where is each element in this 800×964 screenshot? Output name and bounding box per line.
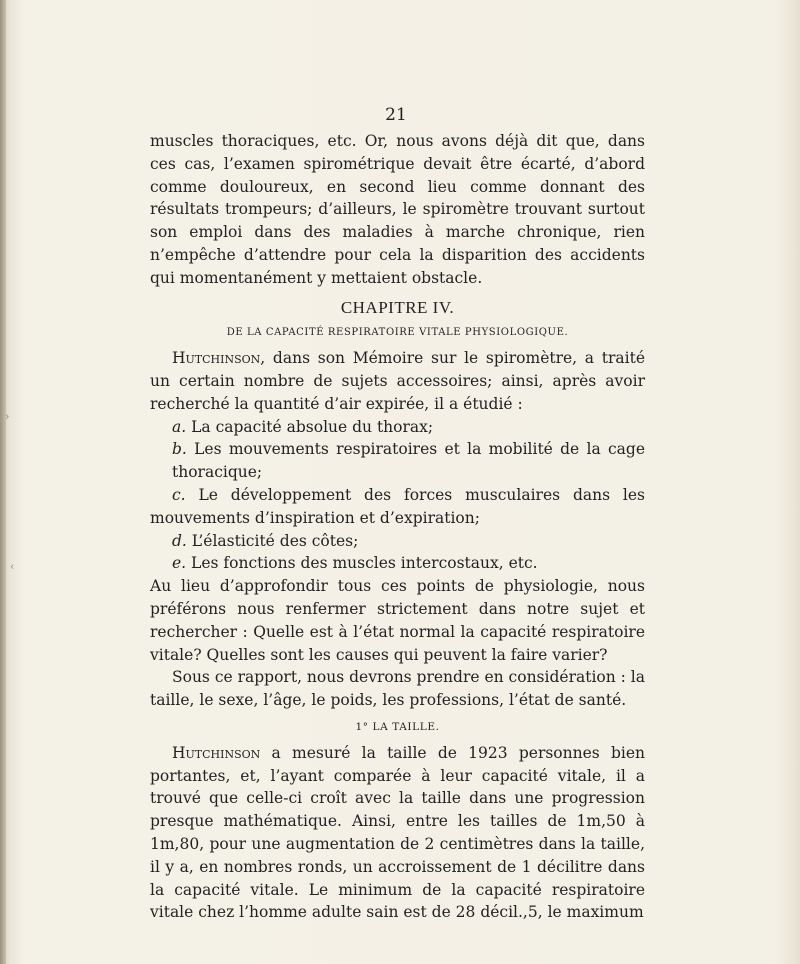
- list-item-text: L’élasticité des côtes;: [191, 531, 359, 550]
- margin-mark: ‹: [10, 560, 15, 573]
- list-item: [150, 484, 645, 530]
- paragraph-text: , dans son Mémoire sur le spiromètre, a traité un certain nombre de sujets accessoires; ainsi, après avoir recherché la quantité d’air expirée, il a étudié :: [150, 349, 645, 413]
- page-number: 21: [385, 105, 407, 125]
- subsection-title: 1° LA TAILLE.: [355, 720, 440, 733]
- list-item-label: c.: [172, 485, 186, 504]
- list-item-label: e.: [172, 554, 187, 573]
- page-edge: [0, 0, 6, 964]
- paragraph: [150, 347, 645, 415]
- list-item: [150, 438, 645, 484]
- list-item: [150, 552, 645, 575]
- body-text: [150, 130, 645, 924]
- paragraph: Sous ce rapport, nous devrons prendre en considération : la taille, le sexe, l’âge, le poids, les professions, l’état de santé.: [150, 668, 645, 710]
- list-item-text: La capacité absolue du thorax;: [191, 417, 434, 436]
- list-item-text: Les fonctions des muscles intercostaux, etc.: [191, 554, 538, 573]
- list-item-label: d.: [172, 531, 187, 550]
- author-name: Hutchinson: [172, 349, 261, 368]
- list-item: [150, 530, 645, 553]
- chapter-title: CHAPITRE IV.: [340, 297, 455, 317]
- margin-mark: ›: [5, 410, 10, 423]
- list-item: [150, 416, 645, 439]
- list-item-text: Le développement des forces musculaires dans les mouvements d’inspiration et d’expiration;: [150, 485, 645, 527]
- list-item-text: Les mouvements respiratoires et la mobilité de la cage thoracique;: [172, 440, 645, 482]
- paragraph: [150, 742, 645, 924]
- list-item-label: a.: [172, 417, 187, 436]
- author-name: Hutchinson: [172, 743, 261, 762]
- paragraph: muscles thoraciques, etc. Or, nous avons déjà dit que, dans ces cas, l’examen spirométrique devait être écarté, d’abord comme douloureux, en second lieu comme donnant des résultats trompeurs; d’ailleurs, le spiromètre trouvant surtout son emploi dans des maladies à marche chronique, rien n’empêche d’attendre pour cela la disparition des accidents qui momentanément y mettaient obstacle.: [150, 132, 645, 287]
- section-title: DE LA CAPACITÉ RESPIRATOIRE VITALE PHYSIOLOGIQUE.: [226, 327, 569, 339]
- paragraph-text: a mesuré la taille de 1923 personnes bien portantes, et, l’ayant comparée à leur capacité vitale, il a trouvé que celle-ci croît avec la taille dans une progression presque mathématique. Ainsi, entre les tailles de 1m,50 à 1m,80, pour une augmentation de 2 centimètres dans la taille, il y a, en nombres ronds, un accroissement de 1 décilitre dans la capacité vitale. Le minimum de la capacité respiratoire vitale chez l’homme adulte sain est de 28 décil.,5, le maximum: [150, 743, 645, 922]
- paragraph: Au lieu d’approfondir tous ces points de physiologie, nous préférons nous renfermer strictement dans notre sujet et rechercher : Quelle est à l’état normal la capacité respiratoire vitale? Quelles sont les causes qui peuvent la faire varier?: [150, 577, 645, 664]
- list-item-label: b.: [172, 440, 187, 459]
